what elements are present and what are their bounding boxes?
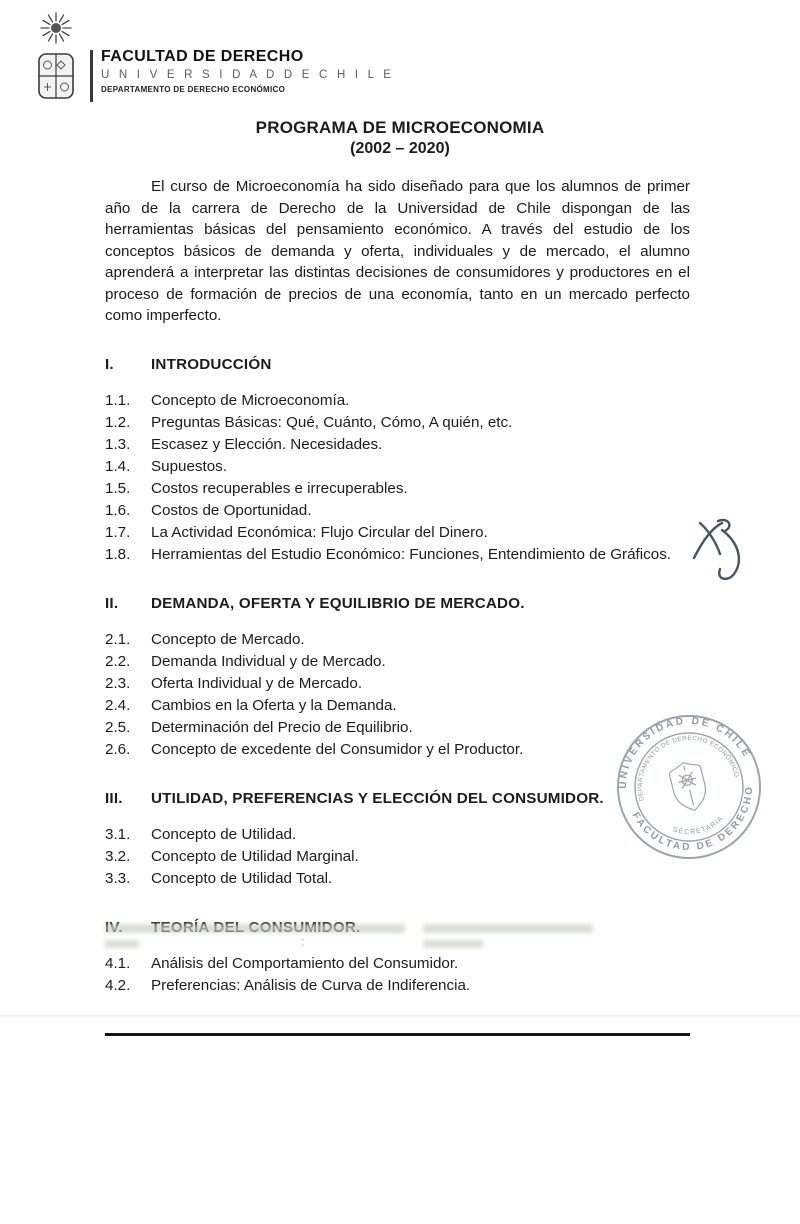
item-number: 4.2. bbox=[105, 977, 131, 994]
syllabus-item bbox=[105, 478, 690, 500]
letterhead-divider bbox=[90, 50, 93, 102]
item-text: Oferta Individual y de Mercado. bbox=[151, 675, 363, 692]
section-title: DEMANDA, OFERTA Y EQUILIBRIO DE MERCADO. bbox=[151, 594, 525, 612]
item-text: Concepto de Utilidad. bbox=[151, 826, 297, 843]
section-items bbox=[105, 953, 690, 997]
item-text: Concepto de Utilidad Marginal. bbox=[151, 848, 359, 865]
document-title-block bbox=[0, 118, 800, 158]
scan-artifact-edge bbox=[0, 1015, 800, 1018]
item-number: 2.2. bbox=[105, 653, 131, 670]
syllabus-item bbox=[105, 629, 690, 651]
section-heading bbox=[105, 354, 690, 376]
university-name: U N I V E R S I D A D D E C H I L E bbox=[101, 69, 395, 81]
faculty-name: FACULTAD DE DERECHO bbox=[101, 48, 304, 65]
item-text: Determinación del Precio de Equilibrio. bbox=[151, 719, 413, 736]
letterhead bbox=[30, 10, 800, 104]
footer-rule bbox=[105, 1033, 690, 1036]
faded-footer-colon: : bbox=[301, 934, 305, 949]
item-text: Demanda Individual y de Mercado. bbox=[151, 653, 386, 670]
item-text: Preferencias: Análisis de Curva de Indiferencia. bbox=[151, 977, 471, 994]
item-text: Preguntas Básicas: Qué, Cuánto, Cómo, A quién, etc. bbox=[151, 414, 513, 431]
item-text: Costos de Oportunidad. bbox=[151, 502, 312, 519]
section-items bbox=[105, 824, 690, 890]
syllabus-item bbox=[105, 651, 690, 673]
item-text: Cambios en la Oferta y la Demanda. bbox=[151, 697, 397, 714]
item-number: 2.5. bbox=[105, 719, 131, 736]
syllabus-item bbox=[105, 390, 690, 412]
handwritten-signature bbox=[686, 518, 764, 604]
item-number: 3.1. bbox=[105, 826, 131, 843]
section-number: I. bbox=[105, 355, 114, 373]
syllabus-item bbox=[105, 953, 690, 975]
stamp-ring-top-text: UNIVERSIDAD DE CHILE bbox=[617, 715, 753, 790]
document-title: PROGRAMA DE MICROECONOMIA bbox=[255, 118, 545, 137]
section-title: UTILIDAD, PREFERENCIAS Y ELECCIÓN DEL CONSUMIDOR. bbox=[151, 789, 604, 807]
faded-footer-text bbox=[105, 922, 690, 956]
section-heading bbox=[105, 593, 690, 615]
section-i bbox=[105, 354, 690, 566]
item-text: Supuestos. bbox=[151, 458, 227, 475]
item-number: 1.7. bbox=[105, 524, 131, 541]
stamp-inner-top-text: DEPARTAMENTO DE DERECHO ECONÓMICO bbox=[636, 734, 740, 802]
syllabus-item bbox=[105, 868, 690, 890]
item-number: 1.2. bbox=[105, 414, 131, 431]
faded-text-bar bbox=[423, 940, 483, 948]
section-number: III. bbox=[105, 789, 123, 807]
syllabus-item bbox=[105, 434, 690, 456]
section-heading bbox=[105, 788, 690, 810]
item-text: Herramientas del Estudio Económico: Funciones, Entendimiento de Gráficos. bbox=[151, 546, 672, 563]
syllabus-item bbox=[105, 500, 690, 522]
department-name: DEPARTAMENTO DE DERECHO ECONÓMICO bbox=[101, 85, 286, 94]
university-crest-icon bbox=[30, 10, 84, 104]
item-text: Análisis del Comportamiento del Consumidor. bbox=[151, 955, 459, 972]
syllabus-item bbox=[105, 824, 690, 846]
syllabus-item bbox=[105, 673, 690, 695]
item-number: 1.8. bbox=[105, 546, 131, 563]
stamp-inner-bottom-text: SECRETARÍA bbox=[672, 814, 726, 837]
item-text: Escasez y Elección. Necesidades. bbox=[151, 436, 383, 453]
item-number: 1.3. bbox=[105, 436, 131, 453]
faded-text-bar bbox=[105, 924, 405, 933]
item-text: Concepto de Mercado. bbox=[151, 631, 305, 648]
section-iii bbox=[105, 788, 690, 890]
syllabus-item bbox=[105, 975, 690, 997]
section-items bbox=[105, 390, 690, 566]
item-number: 1.6. bbox=[105, 502, 131, 519]
item-number: 2.6. bbox=[105, 741, 131, 758]
section-title: INTRODUCCIÓN bbox=[151, 355, 272, 373]
sections bbox=[105, 354, 690, 997]
syllabus-item bbox=[105, 456, 690, 478]
item-number: 2.1. bbox=[105, 631, 131, 648]
item-number: 3.3. bbox=[105, 870, 131, 887]
faded-text-bar bbox=[423, 924, 593, 933]
document-years: (2002 – 2020) bbox=[350, 140, 450, 157]
syllabus-item bbox=[105, 846, 690, 868]
syllabus-item bbox=[105, 544, 690, 566]
item-number: 1.1. bbox=[105, 392, 131, 409]
document-body bbox=[0, 176, 800, 1036]
item-text: La Actividad Económica: Flujo Circular del Dinero. bbox=[151, 524, 488, 541]
item-text: Costos recuperables e irrecuperables. bbox=[151, 480, 408, 497]
item-number: 1.5. bbox=[105, 480, 131, 497]
item-number: 2.4. bbox=[105, 697, 131, 714]
item-text: Concepto de Microeconomía. bbox=[151, 392, 350, 409]
stamp-center-emblem bbox=[667, 759, 710, 814]
item-text: Concepto de Utilidad Total. bbox=[151, 870, 333, 887]
item-text: Concepto de excedente del Consumidor y el Productor. bbox=[151, 741, 524, 758]
stamp-ring-bottom-text: FACULTAD DE DERECHO bbox=[629, 784, 756, 854]
syllabus-item bbox=[105, 412, 690, 434]
item-number: 1.4. bbox=[105, 458, 131, 475]
faded-text-bar bbox=[105, 940, 139, 948]
item-number: 2.3. bbox=[105, 675, 131, 692]
item-number: 3.2. bbox=[105, 848, 131, 865]
letterhead-names bbox=[101, 48, 394, 94]
item-number: 4.1. bbox=[105, 955, 131, 972]
syllabus-item bbox=[105, 695, 690, 717]
intro-paragraph: El curso de Microeconomía ha sido diseñado para que los alumnos de primer año de la carrera de Derecho de la Universidad de Chile dispongan de las herramientas básicas del pensamiento económico. A través del estudio de los conceptos básicos de demanda y oferta, individuales y de mercado, el alumno aprenderá a interpretar las distintas decisiones de consumidores y productores en el proceso de formación de precios de una economía, tanto en un mercado perfecto como imperfecto. bbox=[105, 178, 690, 324]
section-number: II. bbox=[105, 594, 119, 612]
syllabus-item bbox=[105, 522, 690, 544]
